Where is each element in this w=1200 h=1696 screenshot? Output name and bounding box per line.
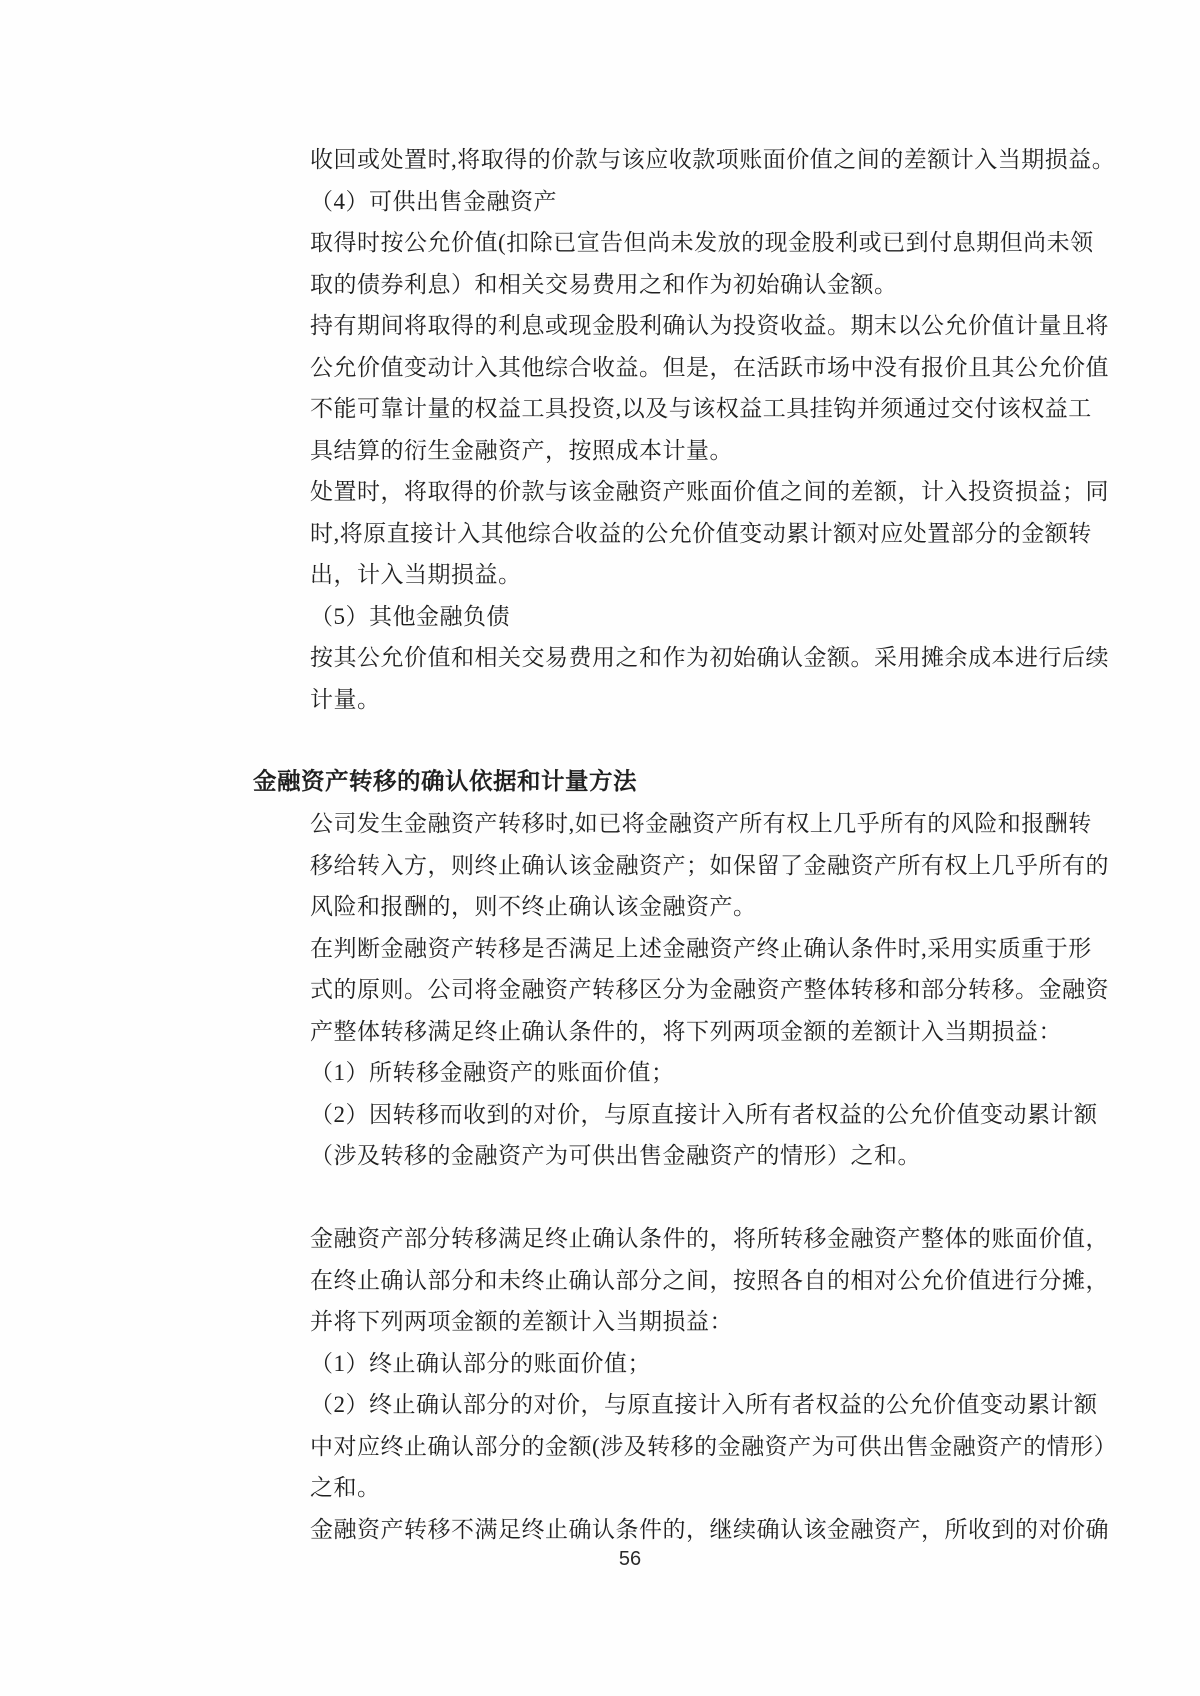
text-line: 风险和报酬的，则不终止确认该金融资产。 [310,894,757,919]
text-line: 并将下列两项金额的差额计入当期损益： [310,1309,733,1334]
text-line: 公允价值变动计入其他综合收益。但是，在活跃市场中没有报价且其公允价值 [310,354,1109,380]
text-line: 处置时，将取得的价款与该金融资产账面价值之间的差额，计入投资损益；同 [310,479,1109,504]
text-line: 在判断金融资产转移是否满足上述金融资产终止确认条件时,采用实质重于形 [310,935,1092,961]
text-line: 式的原则。公司将金融资产转移区分为金融资产整体转移和部分转移。金融资 [310,977,1109,1002]
text-line: 产整体转移满足终止确认条件的，将下列两项金额的差额计入当期损益： [310,1018,1062,1044]
text-line: 金融资产转移不满足终止确认条件的，继续确认该金融资产，所收到的对价确 [310,1516,1109,1542]
text-line: （5）其他金融负债 [310,603,510,629]
text-line: 中对应终止确认部分的金额(涉及转移的金融资产为可供出售金融资产的情形） [310,1433,1118,1459]
text-line: 取得时按公允价值(扣除已宣告但尚未发放的现金股利或已到付息期但尚未领 [310,230,1094,255]
text-line: （2）因转移而收到的对价，与原直接计入所有者权益的公允价值变动累计额 [310,1101,1098,1127]
text-line: 移给转入方，则终止确认该金融资产；如保留了金融资产所有权上几乎所有的 [310,852,1109,878]
text-line: 公司发生金融资产转移时,如已将金融资产所有权上几乎所有的风险和报酬转 [310,811,1092,836]
text-line: 取的债券利息）和相关交易费用之和作为初始确认金额。 [310,271,898,297]
text-line: 不能可靠计量的权益工具投资,以及与该权益工具挂钩并须通过交付该权益工 [310,396,1092,421]
text-line: 出，计入当期损益。 [310,562,522,587]
text-line: （1）终止确认部分的账面价值； [310,1350,651,1376]
text-line: （4）可供出售金融资产 [310,188,557,214]
section-heading: 金融资产转移的确认依据和计量方法 [253,768,637,795]
text-line: 金融资产部分转移满足终止确认条件的，将所转移金融资产整体的账面价值， [310,1226,1109,1251]
blank-line [253,1177,1028,1219]
blank-line [253,720,1028,762]
text-line: （涉及转移的金融资产为可供出售金融资产的情形）之和。 [310,1143,921,1168]
text-line: 按其公允价值和相关交易费用之和作为初始确认金额。采用摊余成本进行后续 [310,645,1109,670]
page-number: 56 [618,1548,642,1570]
text-line: 之和。 [310,1475,381,1500]
text-line: （2）终止确认部分的对价，与原直接计入所有者权益的公允价值变动累计额 [310,1392,1098,1417]
text-line: 计量。 [310,686,381,712]
page-body-text [253,139,1118,1550]
text-line: （1）所转移金融资产的账面价值； [310,1060,675,1085]
text-line: 时,将原直接计入其他综合收益的公允价值变动累计额对应处置部分的金额转 [310,520,1092,546]
text-line: 在终止确认部分和未终止确认部分之间，按照各自的相对公允价值进行分摊， [310,1267,1109,1293]
text-line: 具结算的衍生金融资产，按照成本计量。 [310,437,733,463]
text-line: 持有期间将取得的利息或现金股利确认为投资收益。期末以公允价值计量且将 [310,313,1109,338]
text-line: 收回或处置时,将取得的价款与该应收款项账面价值之间的差额计入当期损益。 [310,147,1116,172]
